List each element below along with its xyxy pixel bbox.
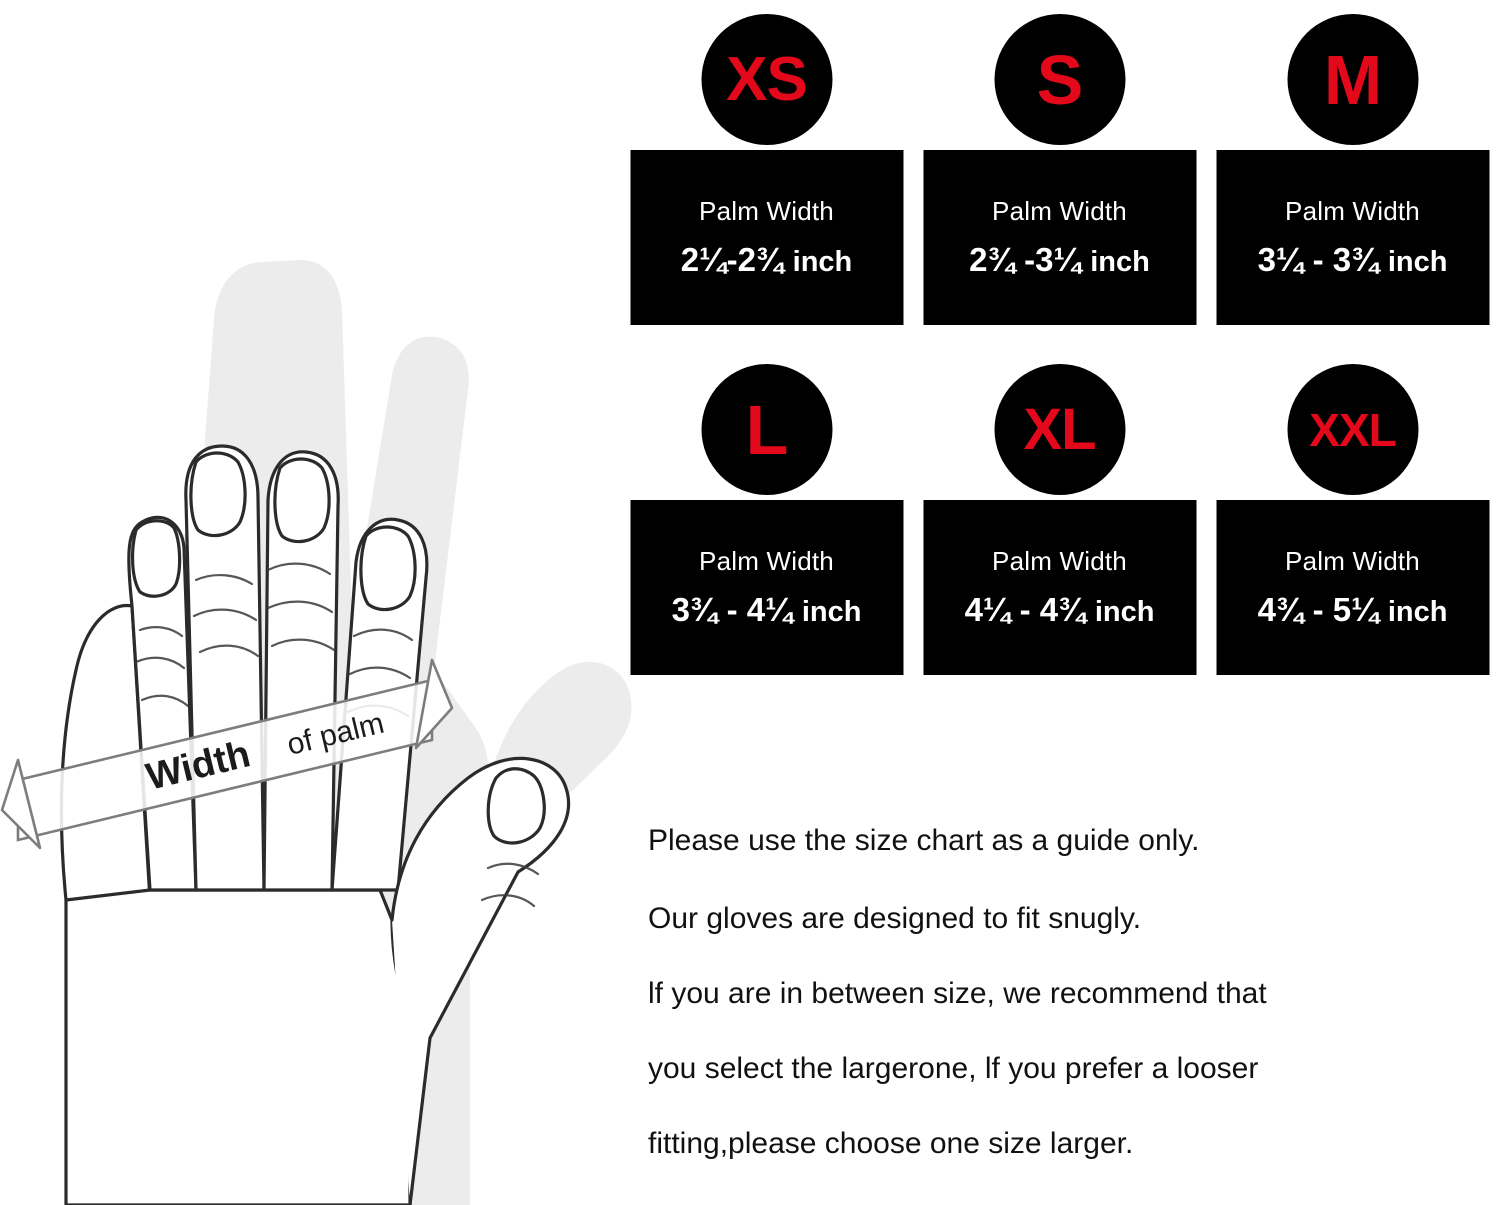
- palm-width-range-xl: 4¼ - 4¾: [964, 591, 1086, 628]
- hand-outline: [61, 446, 568, 1205]
- size-cell-xl: [913, 358, 1206, 708]
- palm-width-unit-s: inch: [1090, 246, 1150, 278]
- size-info-box-xs: [630, 150, 903, 325]
- palm-width-label: Palm Width: [1285, 546, 1420, 576]
- size-cell-l: [620, 358, 913, 708]
- size-info-box-xl: [923, 500, 1196, 675]
- palm-width-label-bold: Width: [142, 733, 255, 799]
- size-info-box-m: [1216, 150, 1489, 325]
- palm-width-unit-xl: inch: [1094, 596, 1155, 628]
- palm-width-range-s: 2¾ -3¼: [969, 241, 1082, 278]
- palm-width-value-xl: [965, 591, 1155, 629]
- hand-illustration: [0, 200, 640, 1205]
- palm-width-range-l: 3¾ - 4¼: [671, 591, 793, 628]
- size-cell-xxl: [1206, 358, 1499, 708]
- size-cell-s: [913, 8, 1206, 358]
- size-badge-xs: XS: [701, 14, 832, 145]
- palm-width-range-m: 3¼ - 3¾: [1257, 241, 1379, 278]
- note-line-2: Our gloves are designed to fit snugly.: [648, 902, 1142, 935]
- note-line-1: Please use the size chart as a guide only.: [648, 824, 1200, 857]
- note-block: [648, 904, 1488, 1159]
- palm-width-label: Palm Width: [992, 546, 1127, 576]
- size-badge-l: L: [701, 364, 832, 495]
- palm-width-unit-l: inch: [801, 596, 862, 628]
- note-line-4: you select the largerone, lf you prefer a looser: [648, 1052, 1259, 1085]
- size-badge-s: S: [994, 14, 1125, 145]
- palm-width-range-xs: 2¼-2¾: [680, 241, 784, 278]
- palm-width-value-s: [969, 241, 1150, 279]
- size-badge-xl: XL: [994, 364, 1125, 495]
- guidance-notes: [648, 826, 1488, 1204]
- size-info-box-xxl: [1216, 500, 1489, 675]
- size-info-box-s: [923, 150, 1196, 325]
- palm-width-label-light: of palm: [283, 706, 388, 762]
- size-grid: [620, 8, 1500, 708]
- palm-width-unit-xs: inch: [792, 246, 853, 278]
- palm-width-label: Palm Width: [699, 546, 834, 576]
- size-cell-xs: [620, 8, 913, 358]
- size-chart: [620, 0, 1500, 700]
- size-badge-m: M: [1287, 14, 1418, 145]
- palm-width-label: Palm Width: [992, 196, 1127, 226]
- size-badge-xxl: XXL: [1287, 364, 1418, 495]
- palm-width-label: Palm Width: [699, 196, 834, 226]
- size-info-box-l: [630, 500, 903, 675]
- palm-width-unit-m: inch: [1387, 246, 1448, 278]
- palm-width-unit-xxl: inch: [1387, 596, 1448, 628]
- size-cell-m: [1206, 8, 1499, 358]
- palm-width-value-l: [672, 591, 862, 629]
- palm-width-range-xxl: 4¾ - 5¼: [1257, 591, 1379, 628]
- note-line-3: lf you are in between size, we recommend that: [648, 977, 1267, 1010]
- palm-width-value-xxl: [1258, 591, 1448, 629]
- palm-width-label: Palm Width: [1285, 196, 1420, 226]
- palm-width-value-m: [1258, 241, 1448, 279]
- note-line-5: fitting,please choose one size larger.: [648, 1127, 1134, 1160]
- palm-width-value-xs: [681, 241, 853, 279]
